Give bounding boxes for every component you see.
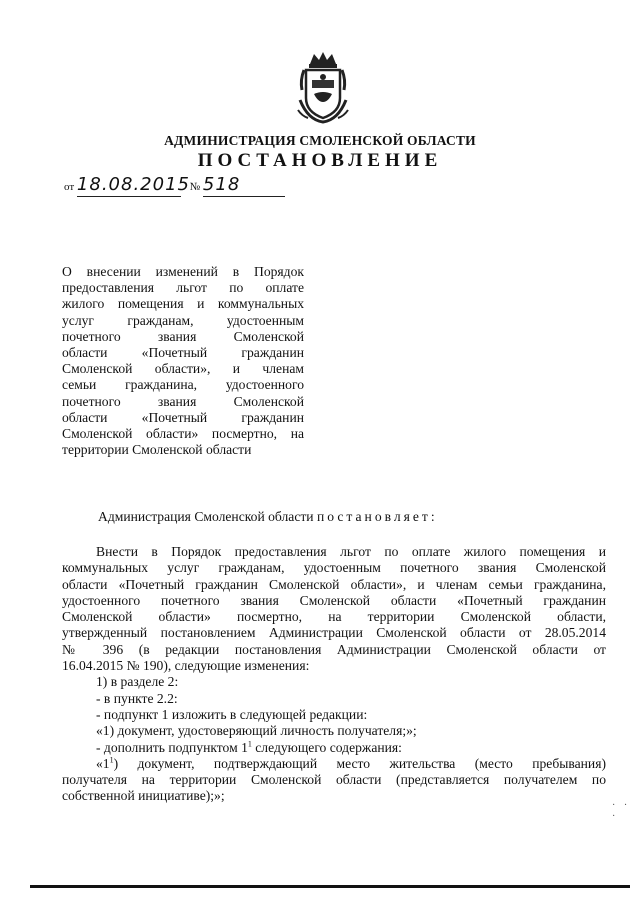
document-title [62, 264, 304, 458]
title-line: почетного звания Смоленской [62, 328, 304, 344]
number-prefix: № [189, 181, 201, 193]
quote-first-line: «$1^1$) документ, подтверждающий место жительства (место пребывания) [96, 755, 606, 771]
title-line: территории Смоленской области [62, 442, 252, 458]
document-body [62, 544, 606, 805]
body-line: Смоленской области» посмертно, на территории Смоленской области, [62, 609, 606, 625]
body-line: - в пункте 2.2: [96, 690, 178, 706]
document-type: ПОСТАНОВЛЕНИЕ [197, 150, 443, 171]
body-line: «1) документ, удостоверяющий личность получателя;»; [96, 723, 417, 739]
body-line: коммунальных услуг гражданам, удостоенным почетного звания Смоленской [62, 560, 606, 576]
title-line: услуг гражданам, удостоенным [62, 312, 304, 328]
body-line: удостоенного почетного звания Смоленской области «Почетный гражданин [62, 592, 606, 608]
body-line: собственной инициативе);»; [62, 788, 225, 804]
number-value: 518 [202, 174, 241, 195]
title-line: предоставления льгот по оплате [62, 280, 304, 296]
title-line: области «Почетный гражданин [62, 409, 304, 425]
title-line: О внесении изменений в Порядок [62, 264, 304, 279]
body-line: получателя на территории Смоленской области (представляется получателем по [62, 772, 606, 788]
body-line: 16.04.2015 № 190), следующие изменения: [62, 658, 310, 674]
page-bottom-rule [30, 885, 630, 888]
scan-artifact-dots: · · · [612, 800, 631, 822]
resolution-intro [98, 509, 438, 525]
intro-text: Администрация Смоленской области [98, 509, 317, 524]
coat-of-arms-icon [290, 50, 356, 126]
title-line: жилого помещения и коммунальных [62, 296, 304, 312]
title-line: Смоленской области», и членам [62, 361, 304, 377]
title-line: области «Почетный гражданин [62, 345, 304, 361]
date-prefix: от [64, 181, 75, 193]
title-line: Смоленской области» посмертно, на [62, 426, 304, 442]
intro-resolves: постановляет: [316, 509, 438, 524]
body-line: Внести в Порядок предоставления льгот по оплате жилого помещения и [96, 544, 606, 559]
body-line: 1) в разделе 2: [96, 674, 179, 690]
title-line: почетного звания Смоленской [62, 393, 304, 409]
supplement-line: - дополнить подпунктом $1^1$ следующего содержания: [96, 739, 402, 755]
body-line: № 396 (в редакции постановления Администрации Смоленской области от [62, 641, 606, 657]
title-line: семьи гражданина, удостоенного [62, 377, 304, 393]
body-line: области «Почетный гражданин Смоленской области», и членам семьи гражданина, [62, 576, 606, 592]
body-line: - подпункт 1 изложить в следующей редакции: [96, 706, 368, 722]
date-value: 18.08.2015 [76, 174, 190, 195]
body-line: утвержденный постановлением Администрации Смоленской области от 28.05.2014 [62, 625, 606, 641]
organization-name: АДМИНИСТРАЦИЯ СМОЛЕНСКОЙ ОБЛАСТИ [164, 133, 476, 148]
date-number-line [64, 176, 285, 197]
